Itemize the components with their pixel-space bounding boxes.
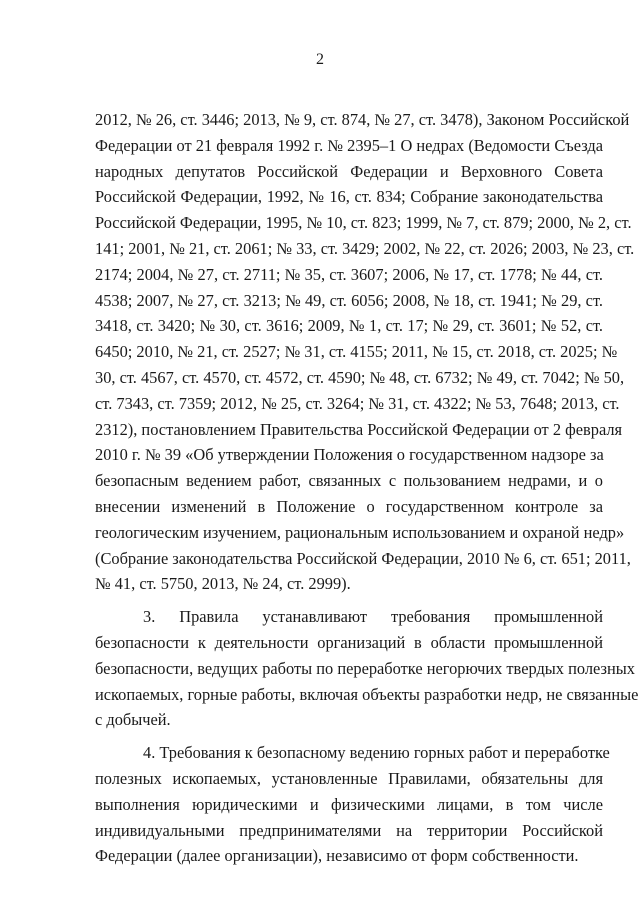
paragraph-gap xyxy=(95,733,603,740)
text-line: 2174; 2004, № 27, ст. 2711; № 35, ст. 3607; 2006, № 17, ст. 1778; № 44, ст. xyxy=(95,264,603,284)
text-line: Федерации (далее организации), независимо от форм собственности. xyxy=(95,846,579,866)
text-line: 2012, № 26, ст. 3446; 2013, № 9, ст. 874, № 27, ст. 3478), Законом Российской xyxy=(95,110,630,129)
text-line: ископаемых, горные работы, включая объекты разработки недр, не связанные xyxy=(95,684,639,704)
text-line: выполнения юридическими и физическими лицами, в том числе xyxy=(95,794,603,814)
text-line: 4538; 2007, № 27, ст. 3213; № 49, ст. 6056; 2008, № 18, ст. 1941; № 29, ст. xyxy=(95,290,603,310)
text-line: безопасным ведением работ, связанных с пользованием недрами, и о xyxy=(95,471,603,491)
paragraph-continuation xyxy=(95,107,635,597)
text-line: 4. Требования к безопасному ведению горных работ и переработке xyxy=(143,743,610,763)
text-line: безопасности к деятельности организаций в области промышленной xyxy=(95,632,603,652)
text-line: геологическим изучением, рациональным использованием и охраной недр» xyxy=(95,522,625,542)
document-body xyxy=(95,107,639,869)
paragraph-item-4 xyxy=(95,740,610,869)
text-line: народных депутатов Российской Федерации и Верховного Совета xyxy=(95,161,603,181)
text-line: ст. 7343, ст. 7359; 2012, № 25, ст. 3264; № 31, ст. 4322; № 53, 7648; 2013, ст. xyxy=(95,393,620,413)
text-line: Российской Федерации, 1992, № 16, ст. 834; Собрание законодательства xyxy=(95,187,603,207)
text-line: 3418, ст. 3420; № 30, ст. 3616; 2009, № 1, ст. 17; № 29, ст. 3601; № 52, ст. xyxy=(95,316,603,336)
paragraph-gap xyxy=(95,597,603,604)
page-number: 2 xyxy=(316,51,324,68)
paragraph-item-3 xyxy=(95,604,639,733)
text-line: 6450; 2010, № 21, ст. 2527; № 31, ст. 4155; 2011, № 15, ст. 2018, ст. 2025; № xyxy=(95,342,618,362)
text-line: безопасности, ведущих работы по переработке негорючих твердых полезных xyxy=(95,658,635,678)
text-line: 141; 2001, № 21, ст. 2061; № 33, ст. 3429; 2002, № 22, ст. 2026; 2003, № 23, ст. xyxy=(95,238,635,258)
text-line: 2312), постановлением Правительства Российской Федерации от 2 февраля xyxy=(95,419,623,439)
text-line: внесении изменений в Положение о государственном контроле за xyxy=(95,496,603,516)
text-line: (Собрание законодательства Российской Федерации, 2010 № 6, ст. 651; 2011, xyxy=(95,548,631,568)
text-line: 3. Правила устанавливают требования промышленной xyxy=(143,607,603,627)
text-line: 2010 г. № 39 «Об утверждении Положения о государственном надзоре за xyxy=(95,445,604,465)
text-line: индивидуальными предпринимателями на территории Российской xyxy=(95,820,603,840)
text-line: Российской Федерации, 1995, № 10, ст. 823; 1999, № 7, ст. 879; 2000, № 2, ст. xyxy=(95,213,632,233)
text-line: с добычей. xyxy=(95,710,171,730)
text-line: 30, ст. 4567, ст. 4570, ст. 4572, ст. 4590; № 48, ст. 6732; № 49, ст. 7042; № 50, xyxy=(95,367,625,387)
text-line: № 41, ст. 5750, 2013, № 24, ст. 2999). xyxy=(95,574,351,594)
text-line: Федерации от 21 февраля 1992 г. № 2395–1 О недрах (Ведомости Съезда xyxy=(95,135,603,155)
text-line: полезных ископаемых, установленные Правилами, обязательны для xyxy=(95,768,603,788)
